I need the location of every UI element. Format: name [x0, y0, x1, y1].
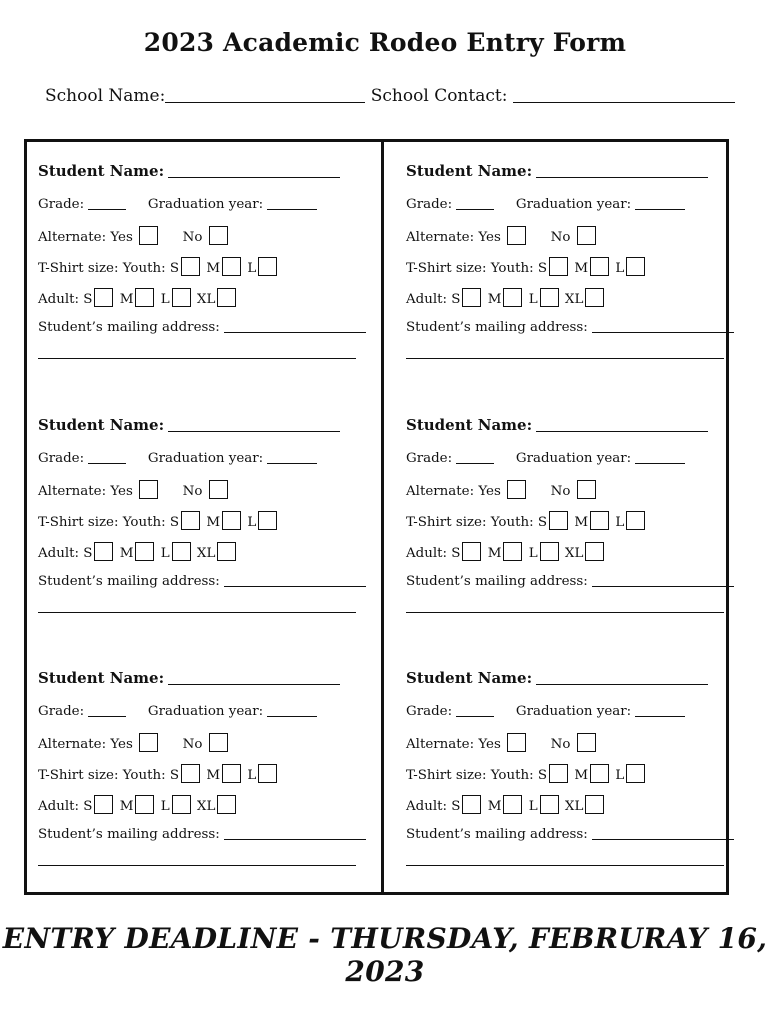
mailing-address-field[interactable] [592, 839, 734, 840]
adult-size-m-checkbox[interactable] [135, 542, 154, 561]
youth-tshirt-row [406, 511, 647, 530]
adult-size-m-label: M [119, 546, 134, 561]
adult-size-xl-checkbox[interactable] [585, 288, 604, 307]
adult-size-s-checkbox[interactable] [462, 795, 481, 814]
adult-size-xl-label: XL [564, 546, 584, 561]
youth-tshirt-row [406, 257, 647, 276]
mailing-address-label: Student’s mailing address: [38, 574, 220, 589]
youth-size-l-checkbox[interactable] [258, 764, 277, 783]
alternate-yes-label: Alternate: Yes [406, 737, 501, 752]
youth-size-m-label: M [206, 768, 221, 783]
mailing-address-field[interactable] [224, 839, 366, 840]
adult-size-l-checkbox[interactable] [172, 542, 191, 561]
student-name-label: Student Name: [38, 669, 165, 687]
grade-row [38, 451, 317, 466]
youth-size-l-label: L [247, 768, 257, 783]
youth-size-l-checkbox[interactable] [258, 257, 277, 276]
school-name-field[interactable] [165, 102, 365, 103]
student-name-row [38, 416, 340, 434]
mailing-address-label: Student’s mailing address: [38, 827, 220, 842]
alternate-no-checkbox[interactable] [209, 480, 228, 499]
adult-size-l-label: L [528, 292, 538, 307]
adult-size-xl-checkbox[interactable] [585, 795, 604, 814]
student-name-label: Student Name: [406, 669, 533, 687]
alternate-yes-checkbox[interactable] [139, 226, 158, 245]
youth-size-m-checkbox[interactable] [590, 511, 609, 530]
youth-size-l-checkbox[interactable] [258, 511, 277, 530]
youth-tshirt-row [38, 511, 279, 530]
entry-deadline: ENTRY DEADLINE - THURSDAY, FEBRURAY 16, 2023 [2, 922, 768, 988]
adult-size-l-label: L [528, 799, 538, 814]
adult-size-s-label: Adult: S [406, 546, 461, 561]
grade-field[interactable] [456, 716, 494, 717]
adult-size-xl-label: XL [196, 546, 216, 561]
mailing-address-row [38, 827, 366, 842]
mailing-address-row [38, 320, 366, 335]
student-name-row [38, 669, 340, 687]
student-name-field[interactable] [536, 431, 708, 432]
adult-size-s-checkbox[interactable] [94, 288, 113, 307]
mailing-address-second-line[interactable] [406, 865, 724, 866]
graduation-year-field[interactable] [635, 463, 685, 464]
school-contact-label: School Contact: [370, 86, 508, 106]
adult-size-xl-label: XL [196, 799, 216, 814]
youth-size-s-checkbox[interactable] [181, 511, 200, 530]
mailing-address-row [38, 574, 366, 589]
alternate-no-checkbox[interactable] [209, 733, 228, 752]
adult-size-l-label: L [160, 799, 170, 814]
grade-row [406, 451, 685, 466]
grade-row [38, 197, 317, 212]
adult-size-xl-label: XL [196, 292, 216, 307]
grade-field[interactable] [88, 463, 126, 464]
alternate-row [406, 226, 598, 245]
student-name-label: Student Name: [38, 162, 165, 180]
youth-size-m-label: M [206, 515, 221, 530]
student-name-row [406, 416, 708, 434]
adult-size-l-label: L [160, 292, 170, 307]
alternate-yes-checkbox[interactable] [139, 480, 158, 499]
graduation-year-field[interactable] [635, 209, 685, 210]
alternate-no-label: No [550, 737, 571, 752]
school-info-row [45, 86, 735, 106]
mailing-address-second-line[interactable] [406, 358, 724, 359]
adult-size-m-label: M [487, 546, 502, 561]
mailing-address-second-line[interactable] [38, 612, 356, 613]
youth-size-l-label: L [615, 515, 625, 530]
mailing-address-label: Student’s mailing address: [406, 827, 588, 842]
alternate-yes-label: Alternate: Yes [38, 484, 133, 499]
adult-size-s-checkbox[interactable] [94, 795, 113, 814]
graduation-year-label: Graduation year: [147, 197, 264, 212]
youth-size-l-checkbox[interactable] [626, 764, 645, 783]
student-name-label: Student Name: [406, 162, 533, 180]
alternate-no-checkbox[interactable] [577, 480, 596, 499]
adult-size-l-label: L [160, 546, 170, 561]
youth-size-m-checkbox[interactable] [590, 257, 609, 276]
alternate-no-label: No [182, 230, 203, 245]
graduation-year-field[interactable] [635, 716, 685, 717]
graduation-year-label: Graduation year: [147, 704, 264, 719]
adult-tshirt-row [406, 288, 606, 307]
graduation-year-field[interactable] [267, 209, 317, 210]
adult-size-s-label: Adult: S [38, 799, 93, 814]
mailing-address-second-line[interactable] [406, 612, 724, 613]
graduation-year-label: Graduation year: [147, 451, 264, 466]
adult-tshirt-row [38, 288, 238, 307]
alternate-yes-label: Alternate: Yes [38, 230, 133, 245]
adult-size-s-checkbox[interactable] [94, 542, 113, 561]
grade-row [406, 197, 685, 212]
adult-size-s-label: Adult: S [406, 799, 461, 814]
student-name-row [38, 162, 340, 180]
grade-row [38, 704, 317, 719]
youth-size-s-checkbox[interactable] [549, 764, 568, 783]
youth-size-l-label: L [615, 768, 625, 783]
mailing-address-row [406, 574, 734, 589]
alternate-yes-label: Alternate: Yes [406, 230, 501, 245]
adult-size-s-label: Adult: S [38, 292, 93, 307]
youth-size-m-label: M [206, 261, 221, 276]
grade-label: Grade: [406, 451, 453, 466]
adult-size-s-label: Adult: S [406, 292, 461, 307]
alternate-no-checkbox[interactable] [577, 733, 596, 752]
adult-size-xl-label: XL [564, 292, 584, 307]
youth-size-m-checkbox[interactable] [222, 257, 241, 276]
youth-size-s-checkbox[interactable] [181, 257, 200, 276]
column-divider [381, 139, 384, 895]
youth-size-l-label: L [247, 261, 257, 276]
alternate-yes-checkbox[interactable] [139, 733, 158, 752]
grade-row [406, 704, 685, 719]
adult-size-m-label: M [119, 799, 134, 814]
adult-size-l-checkbox[interactable] [540, 288, 559, 307]
mailing-address-second-line[interactable] [38, 358, 356, 359]
youth-size-m-label: M [574, 515, 589, 530]
graduation-year-label: Graduation year: [515, 197, 632, 212]
youth-size-l-checkbox[interactable] [626, 511, 645, 530]
alternate-no-label: No [550, 484, 571, 499]
adult-size-m-label: M [487, 799, 502, 814]
youth-size-s-label: T-Shirt size: Youth: S [406, 261, 548, 276]
adult-tshirt-row [406, 542, 606, 561]
adult-size-l-checkbox[interactable] [172, 795, 191, 814]
youth-size-l-checkbox[interactable] [626, 257, 645, 276]
mailing-address-field[interactable] [224, 332, 366, 333]
form-title: 2023 Academic Rodeo Entry Form [143, 28, 627, 57]
youth-size-m-label: M [574, 768, 589, 783]
mailing-address-label: Student’s mailing address: [406, 320, 588, 335]
adult-size-m-checkbox[interactable] [135, 795, 154, 814]
grade-field[interactable] [456, 209, 494, 210]
mailing-address-field[interactable] [592, 586, 734, 587]
alternate-no-label: No [182, 484, 203, 499]
grade-label: Grade: [38, 704, 85, 719]
youth-size-m-checkbox[interactable] [222, 511, 241, 530]
youth-tshirt-row [38, 257, 279, 276]
adult-tshirt-row [38, 795, 238, 814]
youth-size-l-label: L [247, 515, 257, 530]
alternate-yes-checkbox[interactable] [507, 733, 526, 752]
mailing-address-field[interactable] [224, 586, 366, 587]
adult-tshirt-row [406, 795, 606, 814]
grade-field[interactable] [88, 716, 126, 717]
adult-size-s-label: Adult: S [38, 546, 93, 561]
mailing-address-row [406, 827, 734, 842]
school-name-label: School Name: [45, 86, 166, 106]
youth-size-s-label: T-Shirt size: Youth: S [38, 768, 180, 783]
adult-size-xl-checkbox[interactable] [217, 542, 236, 561]
grade-label: Grade: [38, 197, 85, 212]
adult-size-s-checkbox[interactable] [462, 542, 481, 561]
grade-label: Grade: [406, 704, 453, 719]
student-name-field[interactable] [168, 684, 340, 685]
alternate-yes-label: Alternate: Yes [38, 737, 133, 752]
student-name-label: Student Name: [38, 416, 165, 434]
adult-size-l-checkbox[interactable] [172, 288, 191, 307]
alternate-no-label: No [550, 230, 571, 245]
school-contact-field[interactable] [513, 102, 735, 103]
youth-size-s-checkbox[interactable] [549, 511, 568, 530]
adult-size-l-label: L [528, 546, 538, 561]
graduation-year-label: Graduation year: [515, 451, 632, 466]
student-name-field[interactable] [536, 177, 708, 178]
mailing-address-label: Student’s mailing address: [406, 574, 588, 589]
grade-label: Grade: [38, 451, 85, 466]
student-name-field[interactable] [536, 684, 708, 685]
alternate-yes-checkbox[interactable] [507, 480, 526, 499]
youth-size-s-checkbox[interactable] [181, 764, 200, 783]
student-name-row [406, 669, 708, 687]
adult-size-xl-checkbox[interactable] [585, 542, 604, 561]
grade-label: Grade: [406, 197, 453, 212]
youth-size-s-label: T-Shirt size: Youth: S [406, 515, 548, 530]
youth-tshirt-row [38, 764, 279, 783]
youth-size-l-label: L [615, 261, 625, 276]
student-name-row [406, 162, 708, 180]
alternate-no-checkbox[interactable] [209, 226, 228, 245]
adult-size-xl-label: XL [564, 799, 584, 814]
youth-tshirt-row [406, 764, 647, 783]
mailing-address-second-line[interactable] [38, 865, 356, 866]
adult-tshirt-row [38, 542, 238, 561]
graduation-year-field[interactable] [267, 463, 317, 464]
youth-size-s-label: T-Shirt size: Youth: S [406, 768, 548, 783]
adult-size-xl-checkbox[interactable] [217, 288, 236, 307]
alternate-yes-label: Alternate: Yes [406, 484, 501, 499]
mailing-address-row [406, 320, 734, 335]
adult-size-m-checkbox[interactable] [503, 795, 522, 814]
student-name-field[interactable] [168, 431, 340, 432]
youth-size-m-checkbox[interactable] [590, 764, 609, 783]
alternate-row [406, 480, 598, 499]
youth-size-m-checkbox[interactable] [222, 764, 241, 783]
graduation-year-label: Graduation year: [515, 704, 632, 719]
adult-size-l-checkbox[interactable] [540, 795, 559, 814]
youth-size-s-label: T-Shirt size: Youth: S [38, 515, 180, 530]
student-name-label: Student Name: [406, 416, 533, 434]
adult-size-m-checkbox[interactable] [503, 288, 522, 307]
graduation-year-field[interactable] [267, 716, 317, 717]
mailing-address-field[interactable] [592, 332, 734, 333]
alternate-yes-checkbox[interactable] [507, 226, 526, 245]
alternate-no-label: No [182, 737, 203, 752]
youth-size-s-label: T-Shirt size: Youth: S [38, 261, 180, 276]
mailing-address-label: Student’s mailing address: [38, 320, 220, 335]
grade-field[interactable] [88, 209, 126, 210]
alternate-row [38, 226, 230, 245]
student-name-field[interactable] [168, 177, 340, 178]
adult-size-m-checkbox[interactable] [135, 288, 154, 307]
alternate-row [38, 733, 230, 752]
alternate-no-checkbox[interactable] [577, 226, 596, 245]
adult-size-xl-checkbox[interactable] [217, 795, 236, 814]
grade-field[interactable] [456, 463, 494, 464]
alternate-row [406, 733, 598, 752]
adult-size-m-checkbox[interactable] [503, 542, 522, 561]
adult-size-m-label: M [119, 292, 134, 307]
youth-size-s-checkbox[interactable] [549, 257, 568, 276]
adult-size-m-label: M [487, 292, 502, 307]
alternate-row [38, 480, 230, 499]
adult-size-s-checkbox[interactable] [462, 288, 481, 307]
adult-size-l-checkbox[interactable] [540, 542, 559, 561]
youth-size-m-label: M [574, 261, 589, 276]
